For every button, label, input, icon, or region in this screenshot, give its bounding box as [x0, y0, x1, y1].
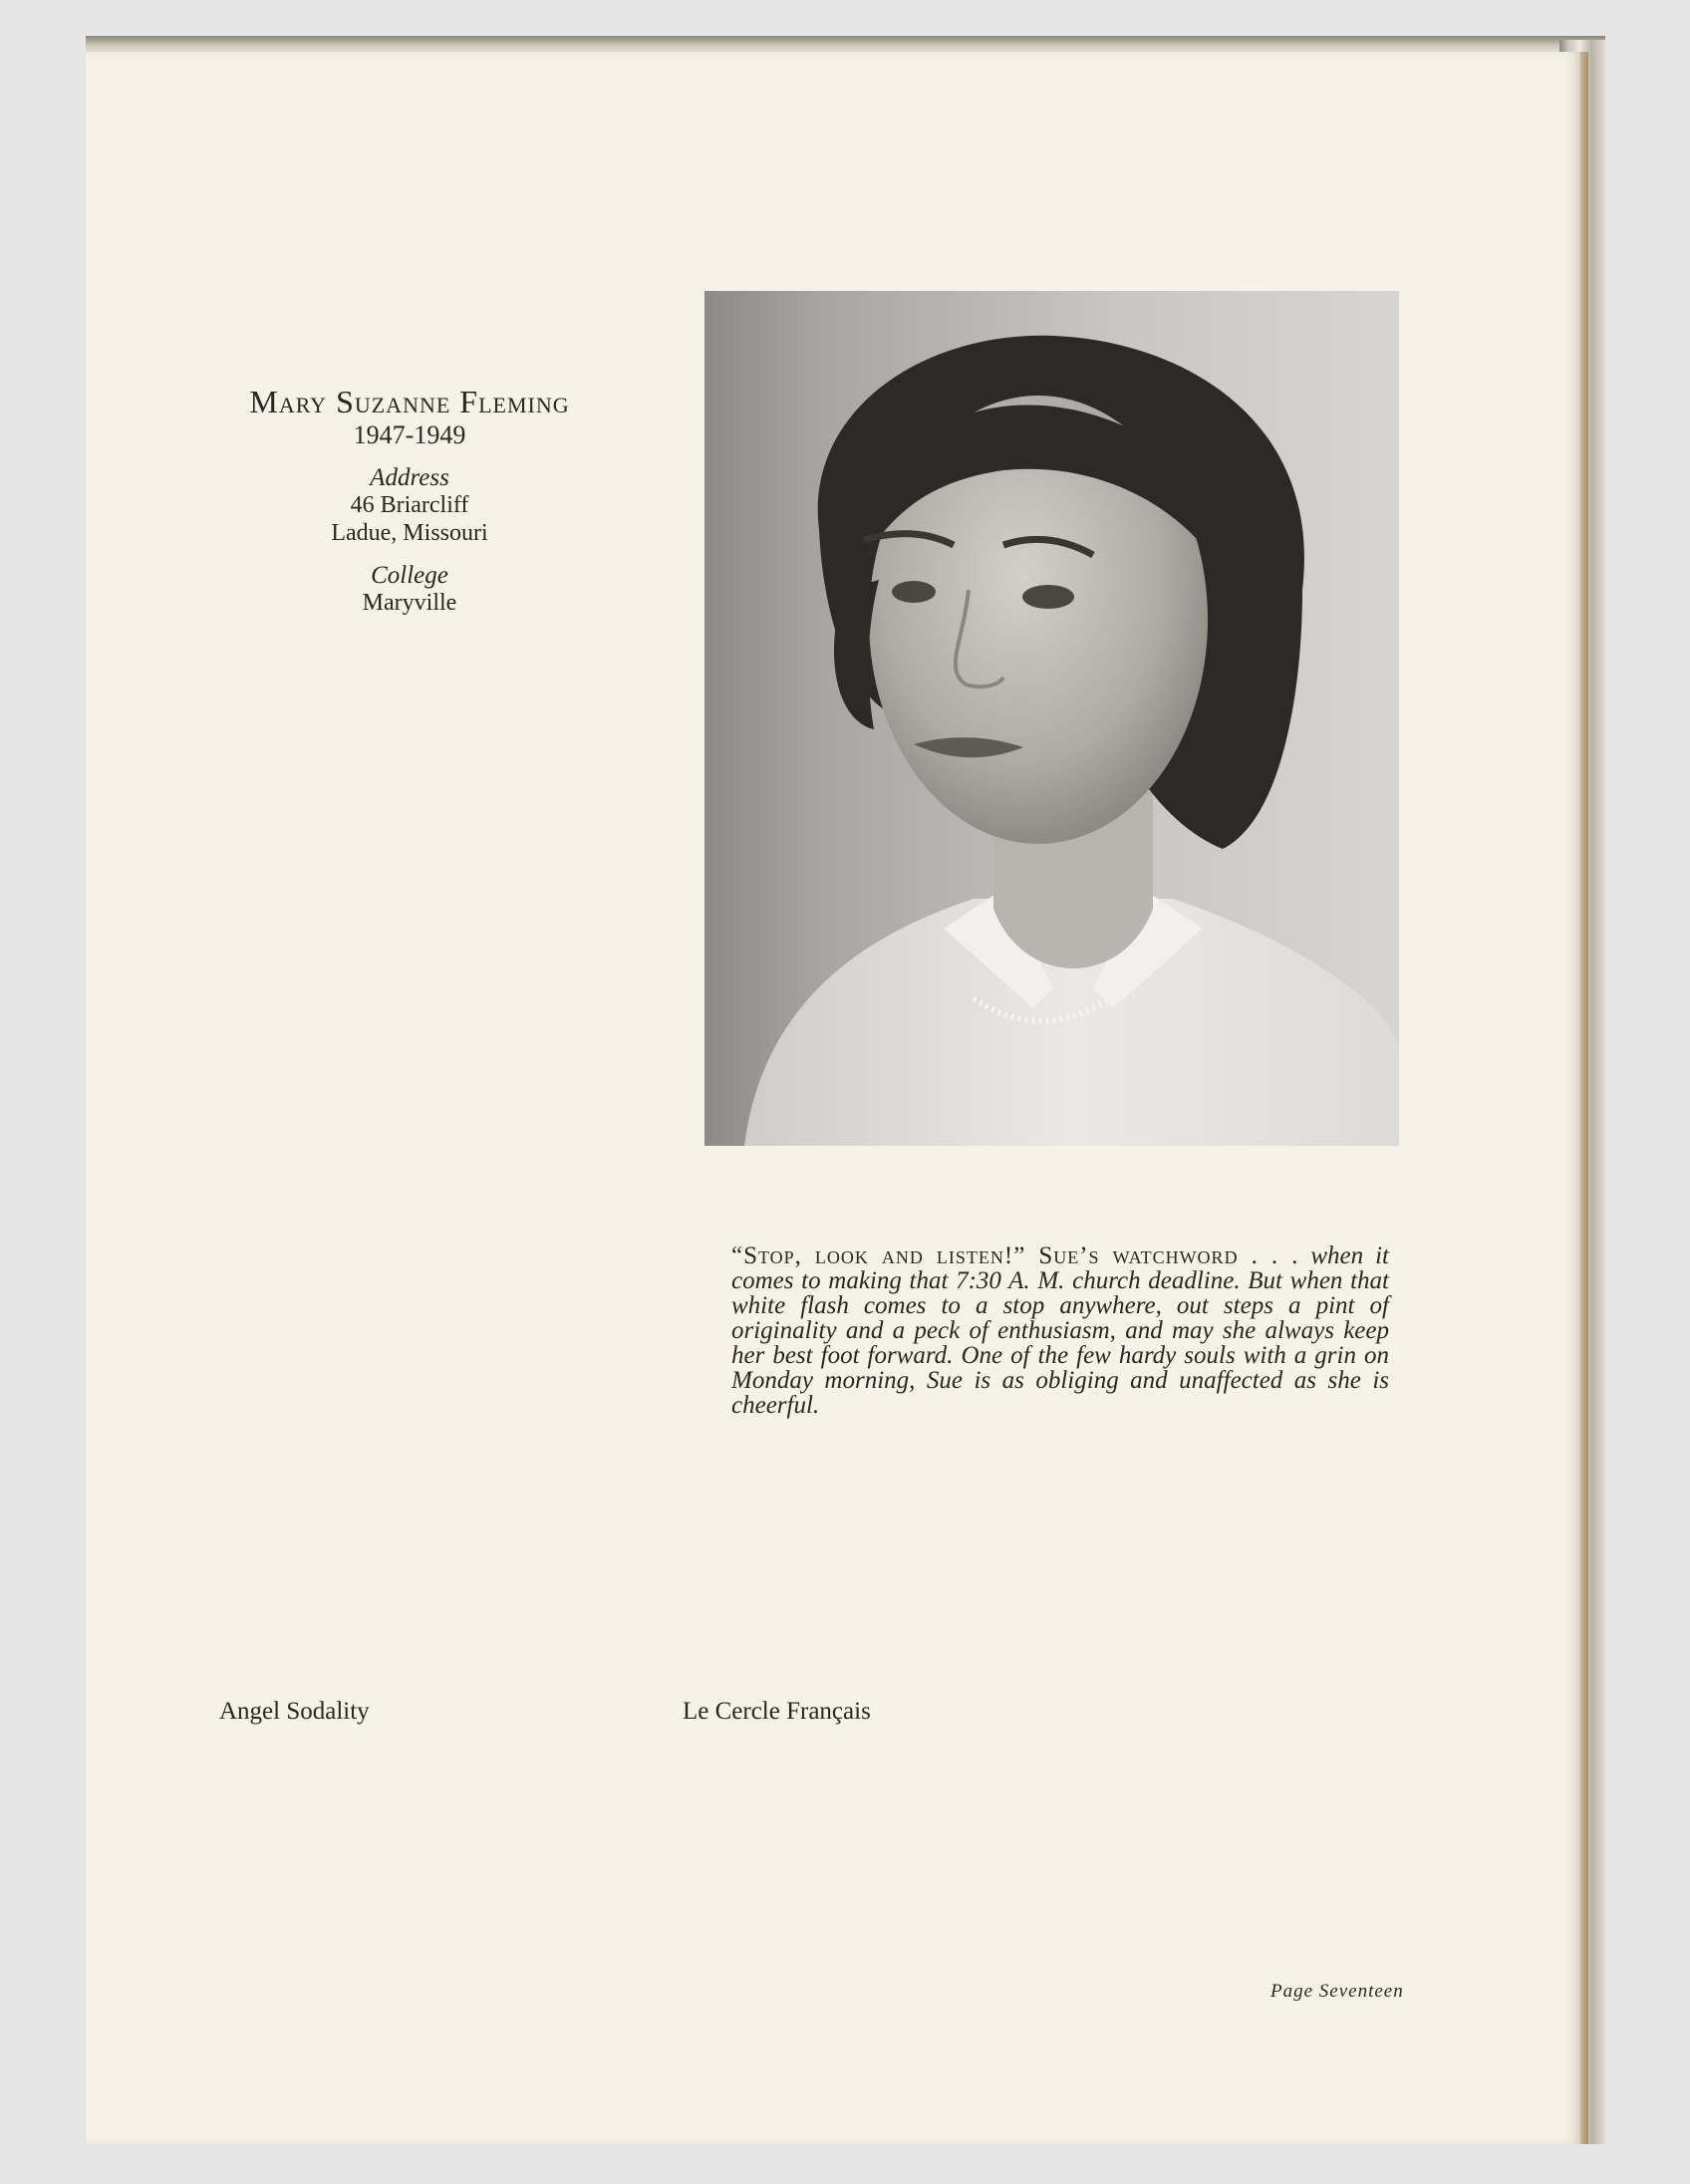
attendance-years: 1947-1949 [353, 419, 466, 449]
address-line-1: 46 Briarcliff [350, 492, 469, 519]
student-name: Mary Suzanne Fleming [249, 384, 570, 419]
address-label: Address [370, 463, 449, 491]
student-description [731, 1243, 1389, 1418]
page-edge [1580, 52, 1588, 2144]
college-label: College [371, 561, 448, 589]
college-name: Maryville [362, 590, 457, 617]
portrait-illustration [704, 291, 1399, 1146]
quote-body: when it comes to making that 7:30 A. M. church deadline. But when that white flash comes to a stop anywhere, out steps a pint of originality and a peck of enthusiasm, and may she always keep her best foot forward. One of the few hardy souls with a grin on Monday morning, Sue is as obliging and unaffected as she is cheerful. [731, 1242, 1390, 1419]
student-info [211, 384, 608, 618]
quote-opening: “Stop, look and listen!” Sue’s watchword . . . [731, 1242, 1299, 1269]
student-portrait-photo [704, 291, 1399, 1146]
activity-right: Le Cercle Français [683, 1698, 871, 1725]
address-line-2: Ladue, Missouri [331, 520, 488, 547]
activity-left: Angel Sodality [219, 1698, 370, 1725]
page-number: Page Seventeen [1270, 1981, 1404, 2002]
